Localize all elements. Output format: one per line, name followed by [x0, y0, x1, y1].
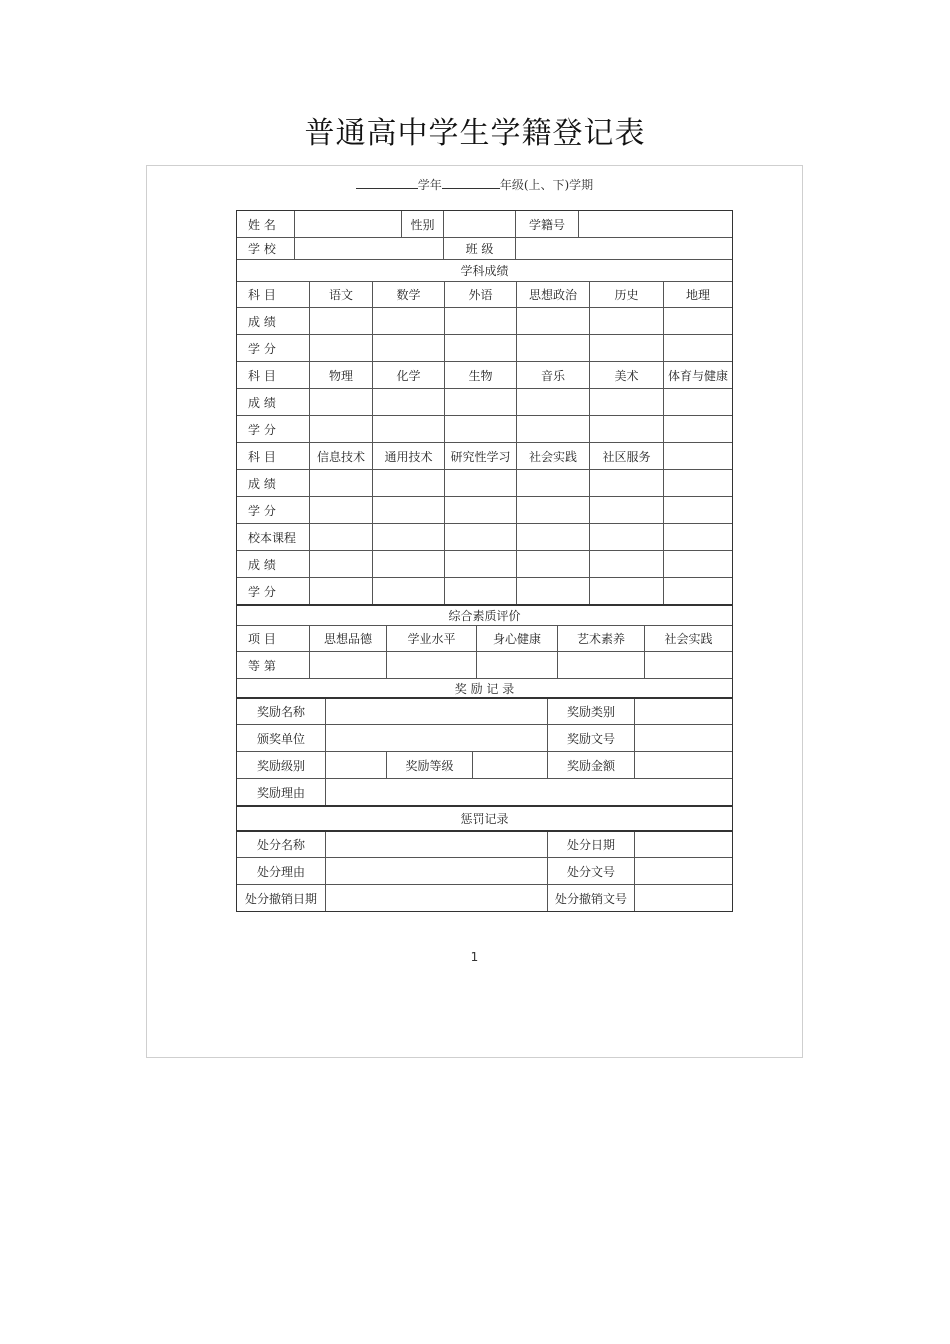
award-type-label: 奖励类别: [547, 699, 634, 724]
scores-header: 学科成绩: [460, 264, 509, 278]
score-cell[interactable]: [516, 551, 589, 577]
score-cell[interactable]: [309, 389, 372, 415]
student-no-label: 学籍号: [515, 211, 578, 237]
term-line: [146, 176, 803, 193]
punish-revoke-no-label: 处分撤销文号: [547, 885, 634, 911]
course-cell[interactable]: [444, 524, 516, 550]
award-type-cell[interactable]: [634, 699, 732, 724]
score-row: [237, 307, 732, 334]
subject-name: 音乐: [516, 362, 589, 388]
subject-row: [237, 281, 732, 307]
grade-cell[interactable]: [644, 652, 732, 678]
school-label: 学 校: [248, 242, 276, 256]
class-label: 班 级: [443, 238, 515, 259]
basic-row-2: [237, 237, 732, 259]
score-label: 成 绩: [248, 314, 276, 329]
awards-header: 奖 励 记 录: [454, 681, 515, 696]
subject-name: 体育与健康: [663, 362, 732, 388]
score-cell[interactable]: [663, 551, 732, 577]
credit-cell[interactable]: [444, 416, 516, 442]
subject-name: 语文: [309, 282, 372, 307]
course-cell[interactable]: [589, 524, 663, 550]
credit-cell[interactable]: [309, 497, 372, 523]
subject-name: 社区服务: [589, 443, 663, 469]
subject-name: 通用技术: [372, 443, 444, 469]
score-cell[interactable]: [516, 470, 589, 496]
punish-row-1: [237, 830, 732, 857]
credit-label: 学 分: [248, 584, 276, 599]
quality-item-row: [237, 625, 732, 651]
credit-cell[interactable]: [516, 497, 589, 523]
grade-cell[interactable]: [476, 652, 557, 678]
award-reason-cell[interactable]: [325, 779, 732, 805]
school-cell[interactable]: [294, 238, 443, 259]
credit-cell[interactable]: [516, 335, 589, 361]
basic-row-1: [237, 211, 732, 237]
score-cell[interactable]: [589, 308, 663, 334]
credit-cell[interactable]: [444, 497, 516, 523]
score-cell[interactable]: [589, 551, 663, 577]
page-title: 普通高中学生学籍登记表: [304, 116, 646, 151]
subject-name: 生物: [444, 362, 516, 388]
registration-table: [236, 210, 733, 912]
subject-name: 历史: [589, 282, 663, 307]
quality-item: 身心健康: [476, 626, 557, 651]
score-cell[interactable]: [589, 470, 663, 496]
score-row: [237, 550, 732, 577]
awards-row-3: [237, 751, 732, 778]
punish-doc-no-label: 处分文号: [547, 858, 634, 884]
subject-name: 社会实践: [516, 443, 589, 469]
punish-name-cell[interactable]: [325, 832, 547, 857]
score-cell[interactable]: [444, 551, 516, 577]
name-label: 姓 名: [248, 217, 276, 232]
credit-cell[interactable]: [516, 578, 589, 604]
credit-cell[interactable]: [444, 335, 516, 361]
score-cell[interactable]: [663, 470, 732, 496]
score-cell[interactable]: [309, 470, 372, 496]
award-level-cell[interactable]: [325, 752, 386, 778]
credit-row: [237, 496, 732, 523]
credit-cell[interactable]: [516, 416, 589, 442]
quality-item-label: 项 目: [248, 632, 276, 646]
subject-name: 信息技术: [309, 443, 372, 469]
credit-cell[interactable]: [309, 578, 372, 604]
gender-cell[interactable]: [443, 211, 515, 237]
subject-name-empty: [663, 443, 732, 469]
award-rank-cell[interactable]: [472, 752, 547, 778]
awards-row-2: [237, 724, 732, 751]
score-cell[interactable]: [663, 308, 732, 334]
credit-cell[interactable]: [309, 416, 372, 442]
punish-doc-no-cell[interactable]: [634, 858, 732, 884]
punish-name-label: 处分名称: [256, 838, 305, 852]
year-label: 学年: [417, 178, 442, 192]
award-name-label: 奖励名称: [256, 705, 305, 719]
score-cell[interactable]: [663, 389, 732, 415]
score-label: 成 绩: [248, 557, 276, 572]
score-cell[interactable]: [516, 389, 589, 415]
score-row: [237, 388, 732, 415]
score-label: 成 绩: [248, 476, 276, 491]
quality-item: 社会实践: [644, 626, 732, 651]
award-issuer-cell[interactable]: [325, 725, 547, 751]
score-cell[interactable]: [589, 389, 663, 415]
credit-cell[interactable]: [663, 497, 732, 523]
awards-row-4: [237, 778, 732, 805]
award-amount-label: 奖励金额: [547, 752, 634, 778]
credit-row: [237, 415, 732, 442]
credit-row: [237, 577, 732, 604]
quality-header: 综合素质评价: [448, 609, 521, 623]
credit-cell[interactable]: [589, 416, 663, 442]
subject-row: [237, 361, 732, 388]
credit-label: 学 分: [248, 341, 276, 356]
subject-name: 化学: [372, 362, 444, 388]
credit-cell[interactable]: [589, 497, 663, 523]
subject-name: 外语: [444, 282, 516, 307]
grade-cell[interactable]: [309, 652, 386, 678]
credit-cell[interactable]: [444, 578, 516, 604]
credit-row: [237, 334, 732, 361]
subject-name: 思想政治: [516, 282, 589, 307]
credit-cell[interactable]: [589, 335, 663, 361]
credit-label: 学 分: [248, 422, 276, 437]
school-course-row: [237, 523, 732, 550]
score-cell[interactable]: [444, 308, 516, 334]
score-cell[interactable]: [372, 470, 444, 496]
name-cell[interactable]: [294, 211, 401, 237]
awards-header-row: [237, 678, 732, 697]
subject-row: [237, 442, 732, 469]
award-level-label: 奖励级别: [256, 758, 305, 773]
credit-label: 学 分: [248, 503, 276, 518]
award-rank-label: 奖励等级: [386, 752, 472, 778]
credit-cell[interactable]: [663, 416, 732, 442]
punish-row-2: [237, 857, 732, 884]
quality-item: 艺术素养: [557, 626, 644, 651]
score-cell[interactable]: [309, 308, 372, 334]
score-row: [237, 469, 732, 496]
grade-cell[interactable]: [386, 652, 476, 678]
grade-label: 年级(上、下)学期: [499, 178, 594, 192]
subject-name: 美术: [589, 362, 663, 388]
punish-header: 惩罚记录: [460, 812, 509, 826]
score-cell[interactable]: [444, 389, 516, 415]
subject-name: 地理: [663, 282, 732, 307]
subject-name: 研究性学习: [444, 443, 516, 469]
awards-row-1: [237, 697, 732, 724]
school-course-label: 校本课程: [248, 530, 297, 545]
award-doc-no-cell[interactable]: [634, 725, 732, 751]
punish-reason-label: 处分理由: [256, 864, 305, 879]
course-cell[interactable]: [372, 524, 444, 550]
punish-date-cell[interactable]: [634, 832, 732, 857]
subject-label: 科 目: [248, 288, 276, 302]
award-amount-cell[interactable]: [634, 752, 732, 778]
punish-header-row: [237, 805, 732, 830]
credit-cell[interactable]: [372, 416, 444, 442]
score-label: 成 绩: [248, 395, 276, 410]
quality-item: 思想品德: [309, 626, 386, 651]
punish-revoke-no-cell[interactable]: [634, 885, 732, 911]
score-cell[interactable]: [516, 308, 589, 334]
grade-cell[interactable]: [557, 652, 644, 678]
credit-cell[interactable]: [372, 497, 444, 523]
award-reason-label: 奖励理由: [256, 785, 305, 800]
class-cell[interactable]: [515, 238, 732, 259]
score-cell[interactable]: [372, 308, 444, 334]
quality-grade-label: 等 第: [248, 658, 276, 673]
credit-cell[interactable]: [589, 578, 663, 604]
score-cell[interactable]: [372, 389, 444, 415]
quality-item: 学业水平: [386, 626, 476, 651]
credit-cell[interactable]: [372, 578, 444, 604]
punish-revoke-date-label: 处分撤销日期: [244, 891, 317, 906]
course-cell[interactable]: [663, 524, 732, 550]
subject-label: 科 目: [248, 449, 276, 464]
credit-cell[interactable]: [309, 335, 372, 361]
credit-cell[interactable]: [372, 335, 444, 361]
award-issuer-label: 颁奖单位: [256, 731, 305, 746]
award-doc-no-label: 奖励文号: [547, 725, 634, 751]
subject-label: 科 目: [248, 368, 276, 383]
quality-header-row: [237, 604, 732, 625]
course-cell[interactable]: [516, 524, 589, 550]
year-blank[interactable]: [356, 178, 418, 189]
score-cell[interactable]: [372, 551, 444, 577]
credit-cell[interactable]: [663, 335, 732, 361]
page-number: 1: [470, 950, 479, 964]
punish-reason-cell[interactable]: [325, 858, 547, 884]
grade-blank[interactable]: [442, 178, 500, 189]
score-cell[interactable]: [309, 551, 372, 577]
gender-label: 性别: [401, 211, 443, 237]
punish-revoke-date-cell[interactable]: [325, 885, 547, 911]
score-cell[interactable]: [444, 470, 516, 496]
scores-header-row: [237, 259, 732, 281]
punish-row-3: [237, 884, 732, 911]
course-cell[interactable]: [309, 524, 372, 550]
credit-cell[interactable]: [663, 578, 732, 604]
punish-date-label: 处分日期: [547, 832, 634, 857]
award-name-cell[interactable]: [325, 699, 547, 724]
student-no-cell[interactable]: [578, 211, 732, 237]
subject-name: 数学: [372, 282, 444, 307]
subject-name: 物理: [309, 362, 372, 388]
quality-grade-row: [237, 651, 732, 678]
